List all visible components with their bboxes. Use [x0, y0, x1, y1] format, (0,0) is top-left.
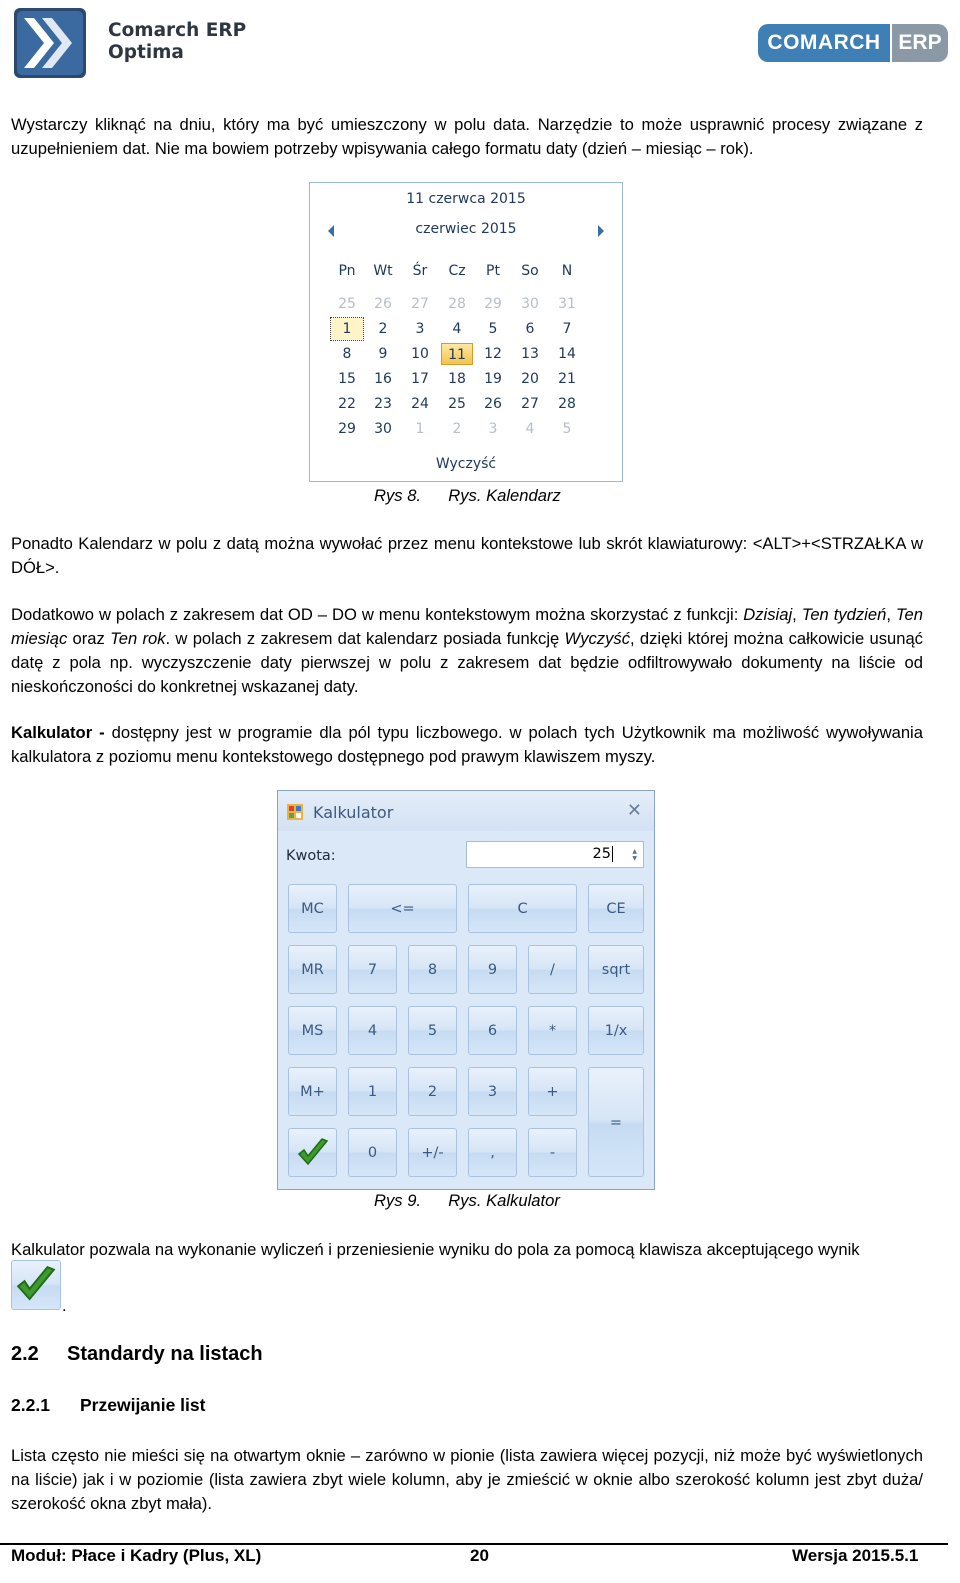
calculator-title: Kalkulator [313, 803, 394, 822]
accept-button[interactable] [288, 1128, 337, 1177]
calendar-day[interactable]: 5 [562, 421, 572, 437]
calendar-day[interactable]: 13 [521, 346, 539, 362]
calendar-day[interactable]: 24 [411, 396, 429, 412]
digit-8-button[interactable]: 8 [408, 945, 457, 994]
calendar-day[interactable]: 30 [521, 296, 539, 312]
comarch-erp-optima-logo-icon [14, 8, 86, 78]
equals-button[interactable]: = [588, 1067, 644, 1177]
clear-entry-button[interactable]: CE [588, 884, 644, 933]
calendar-today-label[interactable]: 11 czerwca 2015 [406, 191, 526, 207]
calendar-day[interactable]: 1 [331, 318, 363, 340]
amount-label: Kwota: [286, 848, 336, 864]
ms-button[interactable]: MS [288, 1006, 337, 1055]
figure-title: Rys. Kalendarz [448, 486, 561, 505]
comarch-erp-brand [758, 24, 948, 62]
calculator-titlebar [278, 791, 654, 831]
paragraph-date-range: Dodatkowo w polach z zakresem dat OD – DO w menu kontekstowym można skorzystać z funkcji: Dzisiaj, Ten tydzień, Ten miesiąc oraz Ten rok. w polach z zakresem dat kalendarz posiada funkcję Wyczyść, dzięki której można całkowicie usunąć datę z pola np. wyczyszczenie daty pierwszej w polu z zakresem dat będzie odfiltrowywało dokumenty na liście od nieskończoności do konkretnej wskazanej daty. [11, 605, 923, 696]
calendar-day[interactable]: 7 [562, 321, 572, 337]
calendar-day[interactable]: 10 [411, 346, 429, 362]
footer-module: Moduł: Płace i Kadry (Plus, XL) [11, 1546, 262, 1565]
calendar-clear-button[interactable]: Wyczyść [435, 456, 497, 472]
digit-5-button[interactable]: 5 [408, 1006, 457, 1055]
weekday-header: Wt [373, 263, 393, 279]
calendar-day[interactable]: 18 [448, 371, 466, 387]
paragraph-accept-end: . [62, 1296, 67, 1315]
reciprocal-button[interactable]: 1/x [588, 1006, 644, 1055]
calendar-day[interactable]: 3 [488, 421, 498, 437]
paragraph-intro: Wystarczy kliknąć na dniu, który ma być umieszczony w polu data. Narzędzie to może usprawnić procesy związane z uzupełnieniem dat. Nie ma bowiem potrzeby wpisywania całego formatu daty (dzień – miesiąc – rok). [11, 115, 923, 158]
digit-9-button[interactable]: 9 [468, 945, 517, 994]
calendar-day[interactable]: 30 [374, 421, 392, 437]
next-month-arrow-icon[interactable] [598, 225, 604, 237]
calendar-day[interactable]: 20 [521, 371, 539, 387]
calendar-day[interactable]: 12 [484, 346, 502, 362]
digit-1-button[interactable]: 1 [348, 1067, 397, 1116]
calendar-day[interactable]: 26 [374, 296, 392, 312]
close-icon[interactable]: ✕ [626, 800, 642, 821]
calendar-day[interactable]: 9 [378, 346, 388, 362]
digit-7-button[interactable]: 7 [348, 945, 397, 994]
paragraph-accept: Kalkulator pozwala na wykonanie wyliczeń i przeniesienie wyniku do pola za pomocą klawisza akceptującego wynik [11, 1240, 860, 1259]
calendar-day[interactable]: 8 [342, 346, 352, 362]
calendar-day[interactable]: 16 [374, 371, 392, 387]
calendar-day[interactable]: 25 [448, 396, 466, 412]
figure-caption-calculator [374, 1191, 560, 1211]
digit-2-button[interactable]: 2 [408, 1067, 457, 1116]
footer-page-number: 20 [470, 1546, 489, 1565]
calendar-day[interactable]: 3 [415, 321, 425, 337]
sqrt-button[interactable]: sqrt [588, 945, 644, 994]
mr-button[interactable]: MR [288, 945, 337, 994]
digit-6-button[interactable]: 6 [468, 1006, 517, 1055]
product-name: Comarch ERP Optima [108, 20, 247, 63]
calendar-day[interactable]: 23 [374, 396, 392, 412]
divide-button[interactable]: / [528, 945, 577, 994]
calendar-month-label[interactable]: czerwiec 2015 [415, 221, 517, 237]
calendar-day[interactable]: 14 [558, 346, 576, 362]
figure-caption-calendar [374, 486, 561, 506]
digit-0-button[interactable]: 0 [348, 1128, 397, 1177]
calendar-day[interactable]: 27 [411, 296, 429, 312]
calculator-app-icon [287, 804, 303, 820]
mc-button[interactable]: MC [288, 884, 337, 933]
mplus-button[interactable]: M+ [288, 1067, 337, 1116]
calendar-day[interactable]: 6 [525, 321, 535, 337]
calendar-day[interactable]: 28 [448, 296, 466, 312]
calendar-day[interactable]: 1 [415, 421, 425, 437]
weekday-header: N [561, 263, 573, 279]
weekday-header: Pn [338, 263, 356, 279]
calendar-day[interactable]: 27 [521, 396, 539, 412]
calendar-day[interactable]: 31 [558, 296, 576, 312]
weekday-header: Śr [412, 263, 428, 279]
paragraph-shortcut: Ponadto Kalendarz w polu z datą można wywołać przez menu kontekstowe lub skrót klawiaturowy: <ALT>+<STRZAŁKA w DÓŁ>. [11, 534, 923, 577]
minus-button[interactable]: - [528, 1128, 577, 1177]
calendar-widget [309, 182, 623, 482]
calendar-day[interactable]: 2 [378, 321, 388, 337]
brand-main: COMARCH [758, 24, 890, 62]
calendar-day[interactable]: 29 [338, 421, 356, 437]
calendar-day[interactable]: 26 [484, 396, 502, 412]
digit-4-button[interactable]: 4 [348, 1006, 397, 1055]
backspace-button[interactable]: <= [348, 884, 457, 933]
calendar-day[interactable]: 17 [411, 371, 429, 387]
calendar-day[interactable]: 5 [488, 321, 498, 337]
figure-number: Rys 8. [374, 486, 422, 505]
calendar-day[interactable]: 4 [525, 421, 535, 437]
weekday-header: Cz [448, 263, 466, 279]
multiply-button[interactable]: * [528, 1006, 577, 1055]
digit-3-button[interactable]: 3 [468, 1067, 517, 1116]
checkmark-icon [295, 1135, 331, 1171]
paragraph-scrolling: Lista często nie mieści się na otwartym oknie – zarówno w pionie (lista zawiera więcej pozycji, niż może być wyświetlonych na liście) jak i w poziomie (lista zawiera zbyt wiele kolumn, aby je zmieścić w oknie albo szerokość kolumn jest zbyt duża/ szerokość okna zbyt mała). [11, 1446, 923, 1513]
calendar-day[interactable]: 19 [484, 371, 502, 387]
calendar-day[interactable]: 4 [452, 321, 462, 337]
subsection-heading: 2.2.1 Przewijanie list [11, 1395, 206, 1415]
calendar-day[interactable]: 22 [338, 396, 356, 412]
calendar-day[interactable]: 2 [452, 421, 462, 437]
figure-title: Rys. Kalkulator [448, 1191, 560, 1210]
figure-number: Rys 9. [374, 1191, 422, 1210]
calendar-day[interactable]: 25 [338, 296, 356, 312]
calendar-day[interactable]: 15 [338, 371, 356, 387]
section-heading: 2.2 Standardy na listach [11, 1343, 263, 1365]
amount-spinner-icon[interactable]: ▲ ▼ [632, 848, 637, 862]
calendar-day[interactable]: 11 [441, 343, 473, 365]
plus-button[interactable]: + [528, 1067, 577, 1116]
calendar-day[interactable]: 29 [484, 296, 502, 312]
weekday-header: Pt [486, 263, 500, 279]
weekday-header: So [521, 263, 539, 279]
comma-button[interactable]: , [468, 1128, 517, 1177]
amount-input[interactable]: 25 ▲ ▼ [466, 841, 644, 868]
clear-button[interactable]: C [468, 884, 577, 933]
calculator-window [277, 790, 655, 1190]
calendar-day[interactable]: 28 [558, 396, 576, 412]
paragraph-calculator: Kalkulator - dostępny jest w programie dla pól typu liczbowego. w polach tych Użytkownik ma możliwość wywoływania kalkulatora z poziomu menu kontekstowego dostępnego pod prawym klawiszem myszy. [11, 723, 923, 766]
brand-suffix: ERP [892, 24, 948, 62]
sign-toggle-button[interactable]: +/- [408, 1128, 457, 1177]
footer-divider [0, 1543, 948, 1545]
calendar-day[interactable]: 21 [558, 371, 576, 387]
accept-button-illustration [11, 1260, 61, 1310]
checkmark-icon [13, 1262, 59, 1308]
footer-version: Wersja 2015.5.1 [792, 1546, 919, 1565]
